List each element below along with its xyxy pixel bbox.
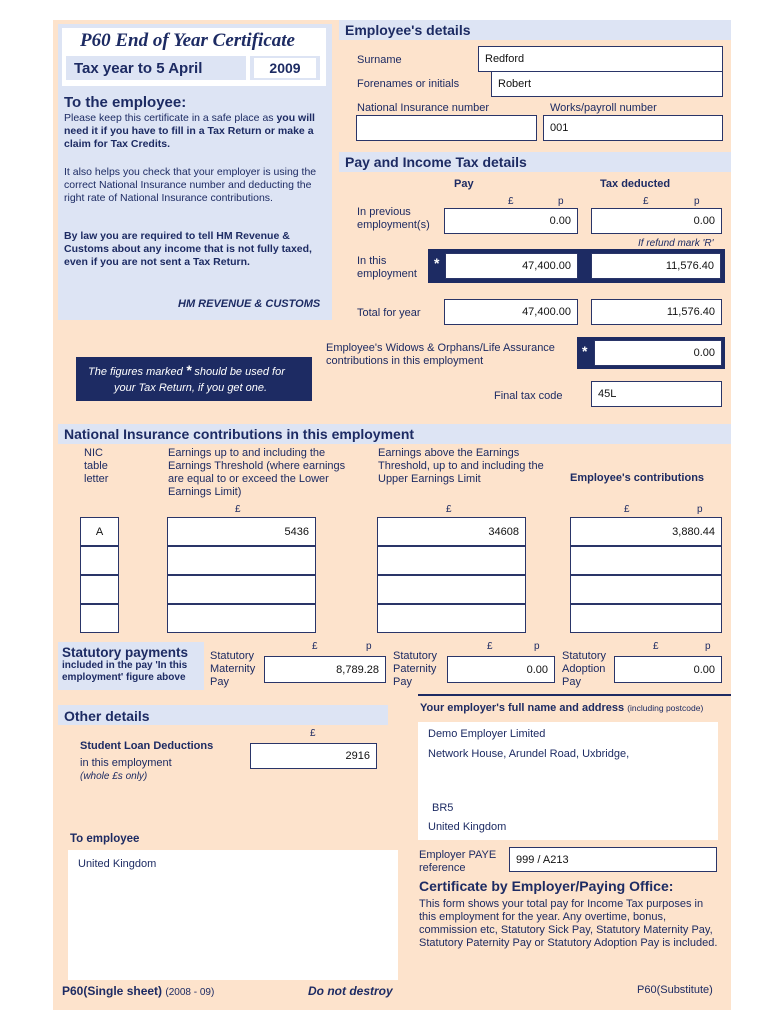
works-number-label: Works/payroll number [550, 102, 657, 114]
nic-earn1-3[interactable] [167, 575, 316, 604]
this-employment-label: In this employment [357, 255, 417, 280]
star-note-line2: your Tax Return, if you get one. [114, 382, 268, 394]
student-loan-field[interactable]: 2916 [250, 743, 377, 769]
paternity-label: Statutory Paternity Pay [393, 650, 438, 688]
footer-do-not-destroy: Do not destroy [308, 984, 393, 998]
nic-earn2-1[interactable]: 34608 [377, 517, 526, 546]
hmrc-label: HM REVENUE & CUSTOMS [178, 298, 321, 310]
nic-col1-label: NIC table letter [84, 447, 109, 485]
pay-column-label: Pay [454, 178, 474, 190]
student-loan-label: Student Loan Deductions [80, 740, 214, 752]
previous-pay-field[interactable]: 0.00 [444, 208, 578, 234]
nic-earn1-4[interactable] [167, 604, 316, 633]
nic-earn1-1[interactable]: 5436 [167, 517, 316, 546]
to-employee-label: To employee [70, 833, 140, 845]
tax-year-value: 2009 [254, 58, 316, 78]
tax-code-field[interactable]: 45L [591, 381, 722, 407]
footer-form: P60(Single sheet) (2008 - 09) [62, 984, 215, 998]
to-employee-text-2: It also helps you check that your employer is using the correct National Insurance number and deducting the right rate of National Insurance contributions. [64, 166, 317, 204]
works-number-field[interactable]: 001 [543, 115, 723, 141]
other-details-heading: Other details [64, 708, 150, 724]
adoption-field[interactable]: 0.00 [614, 656, 722, 683]
nic-contrib-4[interactable] [570, 604, 722, 633]
maternity-label: Statutory Maternity Pay [210, 650, 256, 688]
total-pay-field[interactable]: 47,400.00 [444, 299, 578, 325]
tax-year-label: Tax year to 5 April [74, 60, 203, 77]
maternity-field[interactable]: 8,789.28 [264, 656, 386, 683]
employer-line-4: United Kingdom [428, 821, 507, 833]
nic-contrib-3[interactable] [570, 575, 722, 604]
nic-contrib-1[interactable]: 3,880.44 [570, 517, 722, 546]
nic-earn2-2[interactable] [377, 546, 526, 575]
nic-letter-3[interactable] [80, 575, 119, 604]
paye-field[interactable]: 999 / A213 [509, 847, 717, 872]
adoption-label: Statutory Adoption Pay [562, 650, 607, 688]
nic-earn2-3[interactable] [377, 575, 526, 604]
star-marker: * [434, 255, 440, 271]
student-loan-note: (whole £s only) [80, 771, 148, 782]
to-employee-text-3: By law you are required to tell HM Revenue & Customs about any income that is not fully taxed, even if you are not sent a Tax Return. [64, 230, 312, 268]
total-label: Total for year [357, 307, 421, 319]
nic-letter-4[interactable] [80, 604, 119, 633]
footer-substitute: P60(Substitute) [637, 984, 713, 996]
paye-label: Employer PAYE reference [419, 849, 497, 874]
to-employee-heading: To the employee: [64, 94, 187, 111]
nic-col2-label: Earnings up to and including the Earnings Threshold (where earnings are equal to or exceed the Lower Earnings Limit) [168, 447, 346, 498]
employer-heading: Your employer's full name and address (including postcode) [420, 702, 704, 714]
to-employee-address: United Kingdom [78, 858, 157, 870]
previous-employment-label: In previous employment(s) [357, 206, 430, 231]
star-note-line1: The figures marked * should be used for [88, 362, 285, 378]
nic-letter-1[interactable]: A [80, 517, 119, 546]
statutory-heading: Statutory payments [62, 645, 189, 660]
paternity-field[interactable]: 0.00 [447, 656, 555, 683]
nic-contrib-2[interactable] [570, 546, 722, 575]
employer-line-3: BR5 [432, 802, 454, 814]
student-loan-sub: in this employment [80, 757, 172, 769]
pay-tax-heading: Pay and Income Tax details [345, 154, 527, 170]
previous-tax-field[interactable]: 0.00 [591, 208, 722, 234]
forenames-label: Forenames or initials [357, 78, 460, 90]
employee-details-heading: Employee's details [345, 22, 471, 38]
nic-heading: National Insurance contributions in this employment [64, 426, 415, 442]
nic-col3-label: Earnings above the Earnings Threshold, up to and including the Upper Earnings Limit [378, 447, 544, 485]
total-tax-field[interactable]: 11,576.40 [591, 299, 722, 325]
employer-line-1: Demo Employer Limited [428, 728, 546, 740]
surname-field[interactable]: Redford [478, 46, 723, 72]
nic-letter-2[interactable] [80, 546, 119, 575]
ni-number-field[interactable] [356, 115, 537, 141]
forenames-field[interactable]: Robert [491, 71, 723, 97]
statutory-subtitle: included in the pay 'In this employment' figure above [62, 660, 188, 683]
ni-label: National Insurance number [357, 102, 490, 114]
refund-note: If refund mark 'R' [638, 238, 714, 249]
certificate-title: P60 End of Year Certificate [80, 30, 295, 51]
nic-earn2-4[interactable] [377, 604, 526, 633]
certificate-heading: Certificate by Employer/Paying Office: [419, 878, 674, 894]
widows-label: Employee's Widows & Orphans/Life Assurance contributions in this employment [326, 342, 555, 367]
this-pay-field[interactable]: 47,400.00 [445, 253, 578, 279]
nic-col4-label: Employee's contributions [570, 472, 705, 484]
tax-column-label: Tax deducted [600, 178, 671, 190]
widows-field[interactable]: 0.00 [594, 340, 722, 366]
tax-code-label: Final tax code [494, 390, 563, 402]
employer-line-2: Network House, Arundel Road, Uxbridge, [428, 748, 630, 760]
to-employee-text-1: Please keep this certificate in a safe place as you will need it if you have to fill in a Tax Return or make a claim for Tax Credits. [64, 112, 315, 150]
surname-label: Surname [357, 54, 402, 66]
this-tax-field[interactable]: 11,576.40 [591, 253, 721, 279]
nic-earn1-2[interactable] [167, 546, 316, 575]
certificate-text: This form shows your total pay for Income Tax purposes in this employment for the year. Any overtime, bonus, commission etc, Statutory Sick Pay, Statutory Maternity Pay, Statutory Paternity Pay or Statutory Adoption Pay is included. [419, 898, 718, 949]
